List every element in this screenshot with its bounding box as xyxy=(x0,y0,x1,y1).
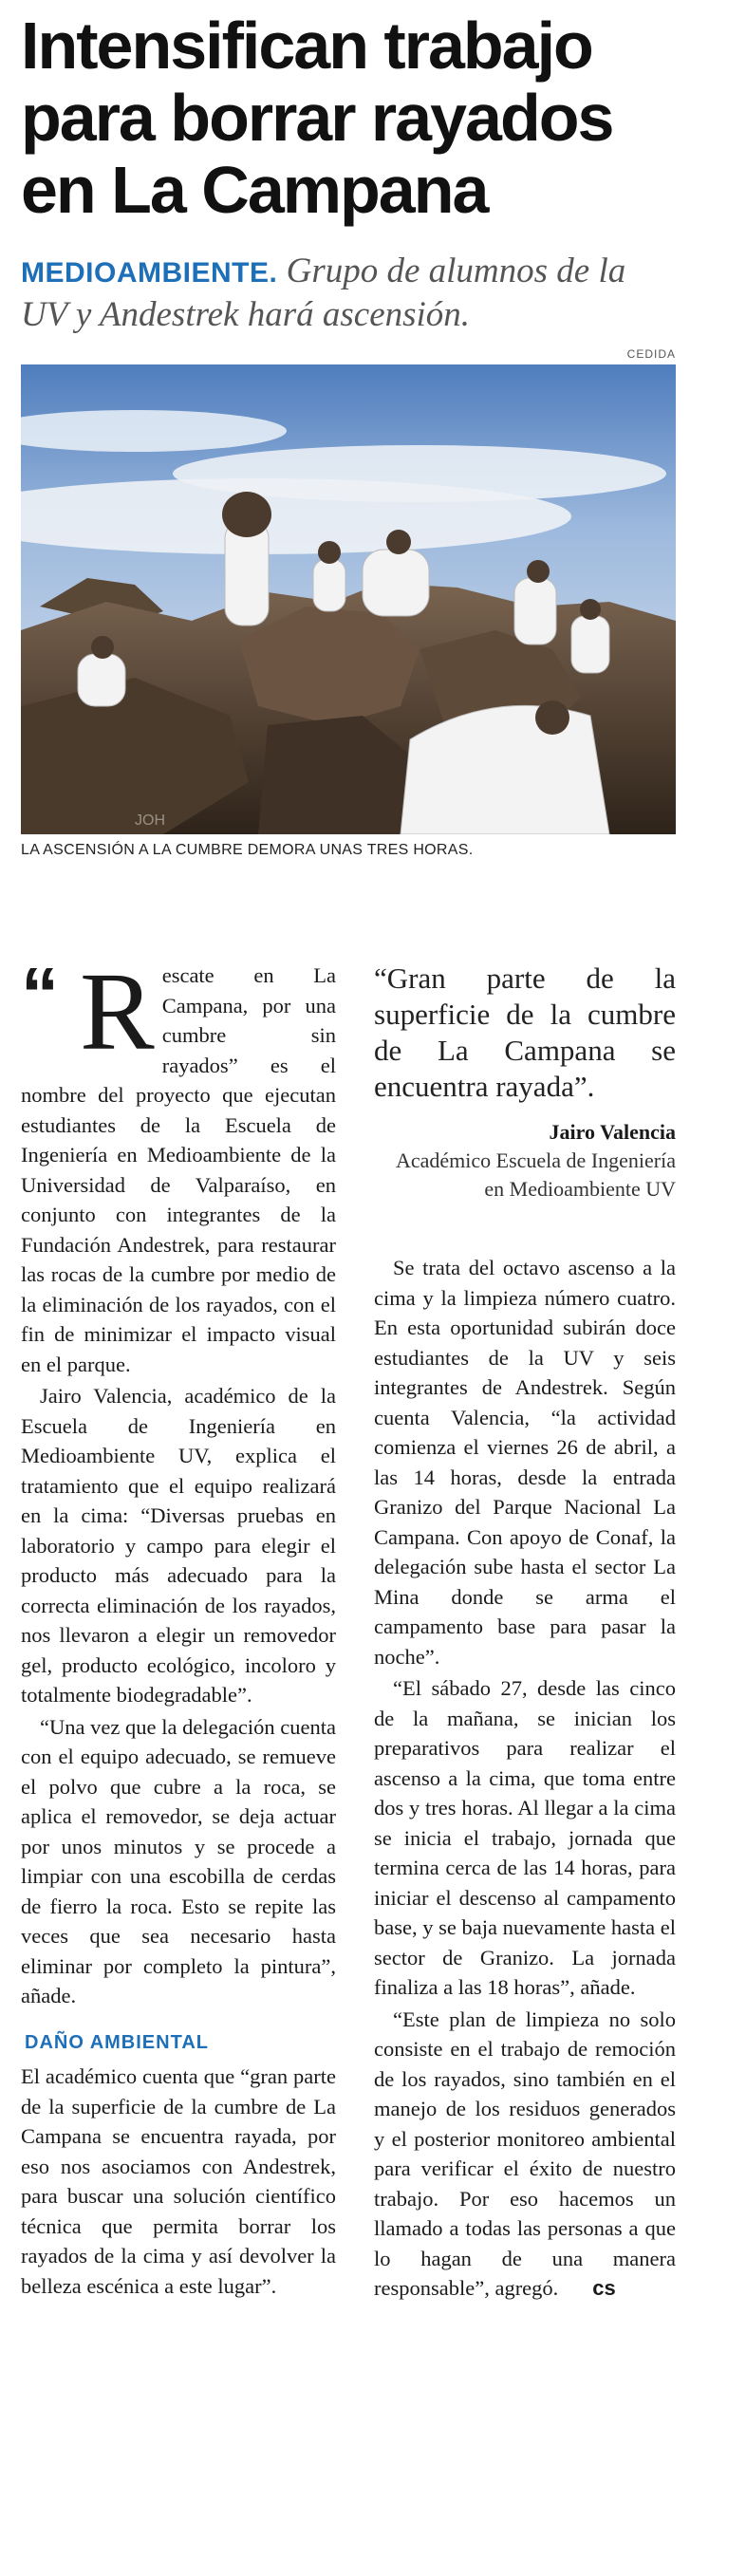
end-mark-icon: cs xyxy=(592,2276,616,2300)
svg-text:JOH: JOH xyxy=(135,812,165,829)
section-tag: MEDIOAMBIENTE. xyxy=(21,257,278,289)
deck xyxy=(21,251,676,336)
paragraph-2: Jairo Valencia, académico de la Escuela de Ingeniería en Medioambiente UV, explica el tratamiento que el equipo realizará en la cima: “Diversas pruebas en laboratorio y campo para elegir el producto más adecuado para la correcta eliminación de los rayados, nos llevaron a elegir un removedor gel, producto ecológico, incoloro y totalmente biodegradable”. xyxy=(21,1384,336,1707)
deck-subtitle: Grupo de alumnos de la UV y Andestrek hará ascensión. xyxy=(21,252,626,334)
pull-quote-attribution xyxy=(374,1118,676,1204)
page-margin xyxy=(0,0,6,2576)
paragraph-3: “Una vez que la delegación cuenta con el equipo adecuado, se remueve el polvo que cubre a la roca, se aplica el removedor, se deja actuar por unos minutos y se procede a limpiar con una escobilla de cerdas de fierro la roca. Esto se repite las veces que sea necesario hasta eliminar por completo la pintura”, añade. xyxy=(21,1714,336,2007)
opening-quote-mark: “ xyxy=(21,952,59,1036)
article-body xyxy=(21,949,676,2565)
paragraph-1 xyxy=(21,949,336,1379)
article xyxy=(21,9,676,859)
subhead: DAÑO AMBIENTAL xyxy=(25,2031,209,2053)
pull-quote-role: Académico Escuela de Ingeniería en Medioambiente UV xyxy=(395,1148,676,1201)
column-left xyxy=(21,949,336,2303)
pull-quote-author: Jairo Valencia xyxy=(549,1120,676,1144)
photo-caption: LA ASCENSIÓN A LA CUMBRE DEMORA UNAS TRES HORAS. xyxy=(21,842,474,858)
headline xyxy=(21,9,685,226)
article-photo xyxy=(21,364,676,834)
photo-illustration xyxy=(21,364,676,834)
headline-line-2: para borrar rayados xyxy=(21,81,613,155)
column-right-text xyxy=(374,1253,676,2304)
paragraph-6: “El sábado 27, desde las cinco de la mañana, se inician los preparativos para realizar el ascenso a la cima, que toma entre dos y tres horas. Al llegar a la cima se inicia el trabajo, jornada que termina cerca de las 14 horas, para iniciar el descenso al campamento base, y se baja nuevamente hasta el sector de Granizo. La jornada finaliza a las 18 horas”, añade. xyxy=(374,1676,676,1999)
paragraph-4: El académico cuenta que “gran parte de la superficie de la cumbre de La Campana se encuentra rayada, por eso nos asociamos con Andestrek, para buscar una solución científico técnica que permita borrar los rayados de la cima y así devolver la belleza escénica a este lugar”. xyxy=(21,2064,336,2298)
paragraph-7 xyxy=(374,2005,676,2304)
column-right xyxy=(374,961,676,2305)
pull-quote: “Gran parte de la superficie de la cumbre de La Campana se encuentra rayada”. xyxy=(374,961,676,1103)
headline-line-3: en La Campana xyxy=(21,153,488,227)
headline-line-1: Intensifican trabajo xyxy=(21,9,592,83)
paragraph-1-text: escate en La Campana, por una cumbre sin rayados” es el nombre del proyecto que ejecutan estudiantes de la Escuela de Ingeniería en Medioambiente de la Universidad de Valparaíso, en conjunto con integrantes de la Fundación Andestrek, para restaurar las rocas de la cumbre por medio de la eliminación de los rayados, con el fin de minimizar el impacto visual en el parque. xyxy=(21,963,336,1376)
paragraph-5: Se trata del octavo ascenso a la cima y la limpieza número cuatro. En esta oportunidad subirán doce estudiantes de la UV y seis integrantes de Andestrek. Según cuenta Valencia, “la actividad comienza el viernes 26 de abril, a las 14 horas, desde la entrada Granizo del Parque Nacional La Campana. Con apoyo de Conaf, la delegación sube hasta el sector La Mina donde se arma el campamento base para pasar la noche”. xyxy=(374,1256,676,1669)
photo-credit: CEDIDA xyxy=(626,347,676,361)
dropcap: R xyxy=(80,949,155,1073)
paragraph-7-text: “Este plan de limpieza no solo consiste en el trabajo de remoción de los rayados, sino también en el manejo de los residuos generados y el posterior monitoreo ambiental para verificar el éxito de nuestro trabajo. Por eso hacemos un llamado a todas las personas a que lo hagan de una manera responsable”, agregó. xyxy=(374,2007,676,2300)
